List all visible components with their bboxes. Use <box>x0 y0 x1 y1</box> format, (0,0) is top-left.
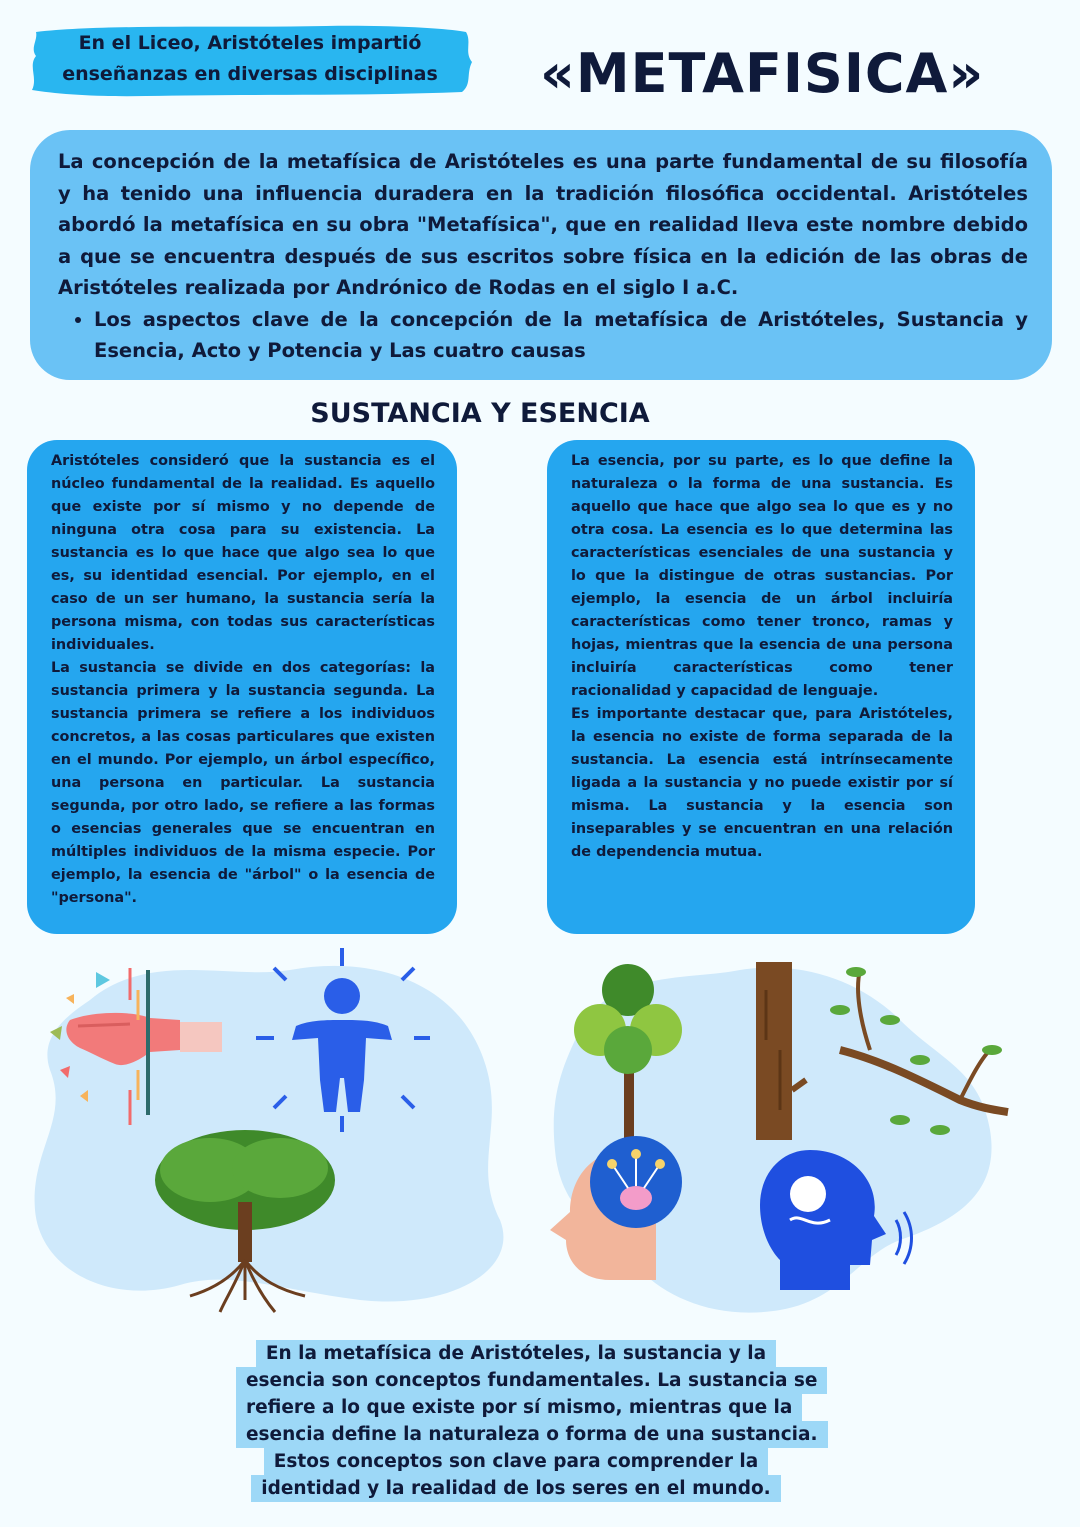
header-subtitle <box>40 28 460 90</box>
summary-box <box>236 1340 818 1502</box>
right-illustration <box>540 950 1020 1320</box>
esencia-paragraph-1: La esencia, por su parte, es lo que define la naturaleza o la forma de una sustancia. Es aquello que hace que algo sea lo que es y no otra cosa. La esencia es lo que determina las características esenciales de una sustancia y lo que la distingue de otras sustancias. Por ejemplo, la esencia de un árbol incluiría características como tener tronco, ramas y hojas, mientras que la esencia de una persona incluiría características como tener racionalidad y capacidad de lenguaje. <box>571 453 953 699</box>
intro-bullet-list <box>58 304 1028 367</box>
section-title: SUSTANCIA Y ESENCIA <box>310 398 650 429</box>
intro-bullet-item: • Los aspectos clave de la concepción de la metafísica de Aristóteles, Sustancia y Esencia, Acto y Potencia y Las cuatro causas <box>94 304 1028 367</box>
sustancia-paragraph-2: La sustancia se divide en dos categorías: la sustancia primera y la sustancia segunda. La sustancia primera se refiere a los individuos concretos, a las cosas particulares que existen en el mundo. Por ejemplo, un árbol específico, una persona en particular. La sustancia segunda, por otro lado, se refiere a las formas o esencias generales que se encuentran en múltiples individuos de la misma especie. Por ejemplo, la esencia de "árbol" o la esencia de "persona". <box>51 660 435 906</box>
esencia-card <box>547 440 975 934</box>
header-subtitle-line1: En el Liceo, Aristóteles impartió <box>78 32 422 54</box>
esencia-paragraph-2: Es importante destacar que, para Aristóteles, la esencia no existe de forma separada de la sustancia. La esencia está intrínsecamente ligada a la sustancia y no puede existir por sí misma. La sustancia y la esencia son inseparables y se encuentran en una relación de dependencia mutua. <box>571 706 953 860</box>
page-title: «METAFISICA» <box>540 42 985 105</box>
summary-line-5: Estos conceptos son clave para comprender la <box>264 1448 768 1475</box>
sustancia-paragraph-1: Aristóteles consideró que la sustancia es el núcleo fundamental de la realidad. Es aquello que existe por sí mismo y no depende de ninguna otra cosa para su existencia. La sustancia es lo que hace que algo sea lo que es, su identidad esencial. Por ejemplo, en el caso de un ser humano, la sustancia sería la persona misma, con todas sus características individuales. <box>51 453 435 653</box>
left-illustration <box>30 940 520 1320</box>
intro-box <box>30 130 1052 380</box>
sustancia-card <box>27 440 457 934</box>
summary-line-2: esencia son conceptos fundamentales. La sustancia se <box>236 1367 827 1394</box>
summary-line-6: identidad y la realidad de los seres en el mundo. <box>251 1475 780 1502</box>
summary-line-4: esencia define la naturaleza o forma de una sustancia. <box>236 1421 828 1448</box>
summary-line-1: En la metafísica de Aristóteles, la sustancia y la <box>256 1340 776 1367</box>
summary-line-3: refiere a lo que existe por sí mismo, mientras que la <box>236 1394 802 1421</box>
header-subtitle-line2: enseñanzas en diversas disciplinas <box>62 63 438 85</box>
intro-paragraph: La concepción de la metafísica de Aristóteles es una parte fundamental de su filosofía y ha tenido una influencia duradera en la tradición filosófica occidental. Aristóteles abordó la metafísica en su obra "Metafísica", que en realidad lleva este nombre debido a que se encuentra después de sus escritos sobre física en la edición de las obras de Aristóteles realizada por Andrónico de Rodas en el siglo I a.C. <box>58 150 1028 299</box>
